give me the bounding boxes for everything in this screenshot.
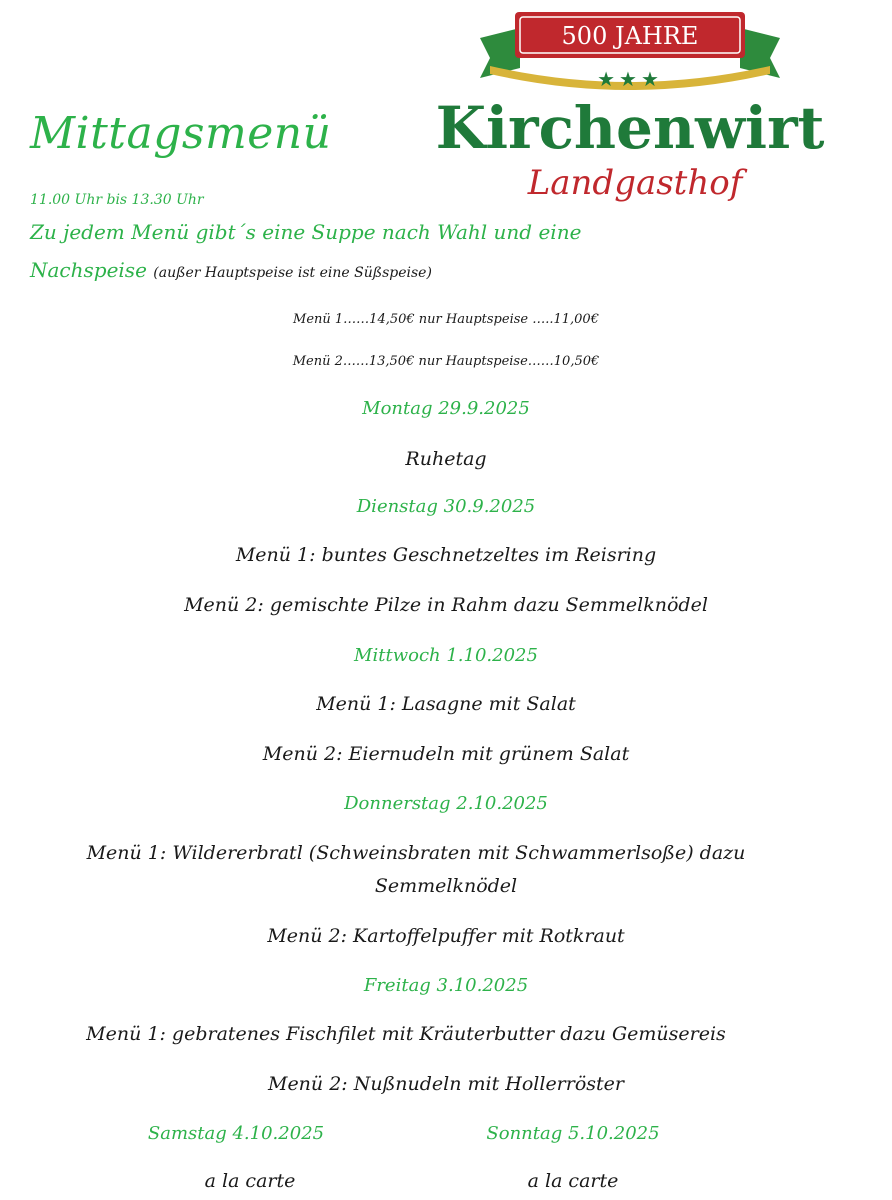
dish-thursday-2: Menü 2: Kartoffelpuffer mit Rotkraut (267, 925, 625, 947)
logo-name: Kirchenwirt (435, 94, 825, 162)
kirchenwirt-logo (420, 8, 840, 208)
dish-saturday: a la carte (204, 1170, 296, 1192)
intro-line-1: Zu jedem Menü gibt´s eine Suppe nach Wahl und eine (30, 220, 582, 244)
dish-thursday-1: Menü 1: Wildererbratl (Schweinsbraten mit Schwammerlsoße) dazu (86, 842, 746, 864)
dish-friday-1: Menü 1: gebratenes Fischfilet mit Kräuterbutter dazu Gemüsereis (86, 1023, 726, 1045)
day-heading-friday: Freitag 3.10.2025 (363, 975, 529, 996)
dish-friday-2: Menü 2: Nußnudeln mit Hollerröster (267, 1073, 625, 1095)
opening-hours: 11.00 Uhr bis 13.30 Uhr (30, 192, 204, 208)
logo-banner-text: 500 JAHRE (561, 22, 699, 50)
dish-wednesday-1: Menü 1: Lasagne mit Salat (316, 693, 576, 715)
logo-subtitle: Landgasthof (527, 163, 743, 203)
page-title: Mittagsmenü (30, 108, 332, 159)
day-heading-wednesday: Mittwoch 1.10.2025 (354, 645, 538, 666)
price-menu-2: Menü 2……13,50€ nur Hauptspeise……10,50€ (292, 354, 600, 369)
day-heading-thursday: Donnerstag 2.10.2025 (344, 793, 548, 814)
day-heading-tuesday: Dienstag 30.9.2025 (356, 496, 536, 517)
dish-sunday: a la carte (527, 1170, 619, 1192)
dish-tuesday-2: Menü 2: gemischte Pilze in Rahm dazu Semmelknödel (184, 594, 708, 616)
intro-dessert: Nachspeise (30, 258, 147, 282)
day-heading-saturday: Samstag 4.10.2025 (147, 1123, 325, 1144)
dish-tuesday-1: Menü 1: buntes Geschnetzeltes im Reisring (235, 544, 657, 566)
dish-wednesday-2: Menü 2: Eiernudeln mit grünem Salat (262, 743, 630, 765)
logo-graphic (420, 8, 840, 208)
intro-line-2 (30, 258, 432, 282)
dish-thursday-1-cont: Semmelknödel (374, 875, 518, 897)
dish-monday: Ruhetag (405, 448, 487, 470)
day-heading-sunday: Sonntag 5.10.2025 (486, 1123, 660, 1144)
intro-note: (außer Hauptspeise ist eine Süßspeise) (153, 265, 432, 281)
logo-stars: ★★★ (597, 67, 663, 91)
day-heading-monday: Montag 29.9.2025 (362, 398, 530, 419)
price-menu-1: Menü 1……14,50€ nur Hauptspeise …..11,00€ (293, 312, 599, 327)
